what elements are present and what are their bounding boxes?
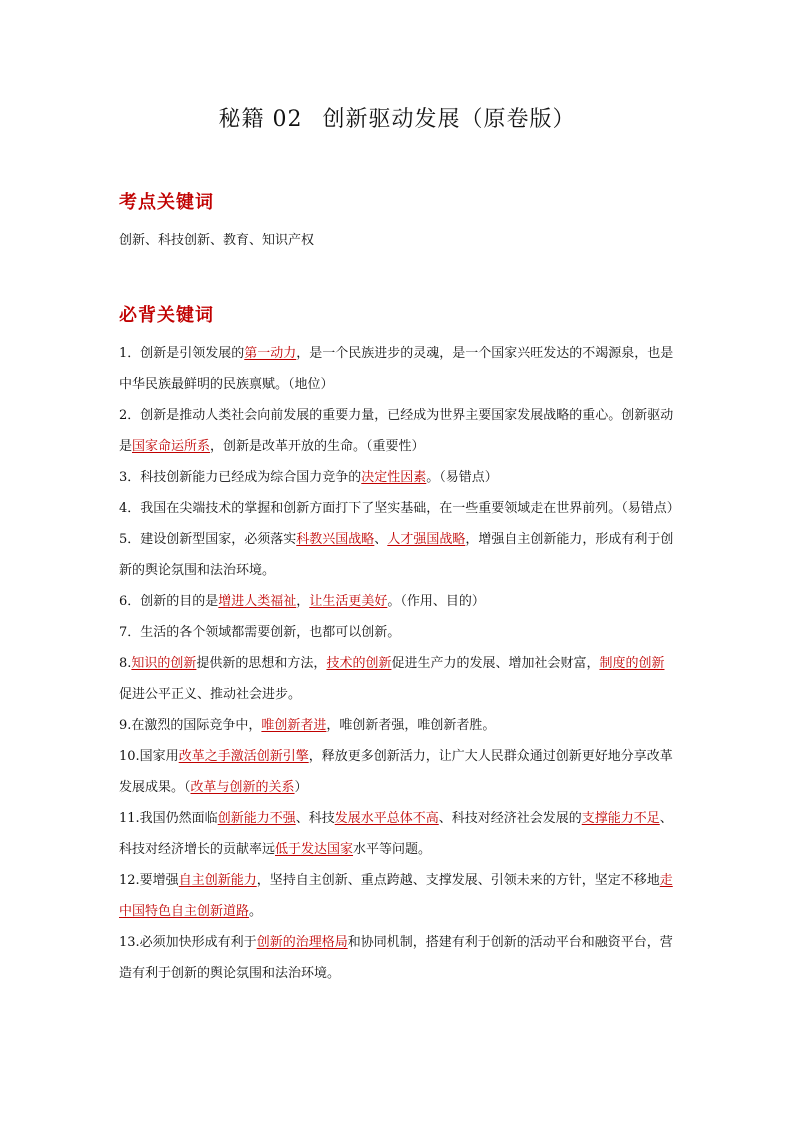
item-text: ，释放更多创新活力，让广大人民群众通过创新更好地分享改革发展成果。（ xyxy=(119,749,673,795)
list-item xyxy=(119,648,677,710)
keyword-list xyxy=(119,338,680,989)
item-text: 5．建设创新型国家，必须落实 xyxy=(119,532,297,547)
highlighted-keyword: 支撑能力不足 xyxy=(581,811,660,826)
item-text: 促进公平正义、推动社会进步。 xyxy=(119,687,302,702)
item-text: ，坚持自主创新、重点跨越、支撑发展、引领未来的方针，坚定不移地 xyxy=(256,873,660,888)
list-item xyxy=(119,493,680,524)
title-prefix: 秘籍 02 xyxy=(218,107,303,132)
page-title xyxy=(0,102,794,133)
highlighted-keyword: 决定性因素 xyxy=(361,470,427,485)
item-text: 7．生活的各个领域都需要创新，也都可以创新。 xyxy=(119,625,401,640)
item-text: ， xyxy=(296,594,310,609)
list-item xyxy=(119,400,677,462)
highlighted-keyword: 人才强国战略 xyxy=(387,532,466,547)
highlighted-keyword: 科教兴国战略 xyxy=(296,532,375,547)
list-item xyxy=(119,524,677,586)
highlighted-keyword: 第一动力 xyxy=(244,346,297,361)
exam-keywords-text: 创新、科技创新、教育、知识产权 xyxy=(119,233,315,248)
highlighted-keyword: 改革与创新的关系 xyxy=(190,780,295,795)
item-text: 、科技对经济增长的贡献率远 xyxy=(119,811,673,857)
list-item xyxy=(119,741,677,803)
item-text: ，增强自主创新能力，形成有利于创新的舆论氛围和法治环境。 xyxy=(119,532,674,578)
section-heading-exam-keywords: 考点关键词 xyxy=(119,192,214,213)
item-text: 提供新的思想和方法， xyxy=(196,656,327,671)
list-item xyxy=(119,803,677,865)
item-text: 1．创新是引领发展的 xyxy=(119,346,245,361)
item-text: 、 xyxy=(374,532,388,547)
item-text: 、科技对经济社会发展的 xyxy=(438,811,582,826)
highlighted-keyword: 制度的创新 xyxy=(599,656,665,671)
highlighted-keyword: 国家命运所系 xyxy=(132,439,211,454)
highlighted-keyword: 发展水平总体不高 xyxy=(334,811,439,826)
item-text: 11.我国仍然面临 xyxy=(119,811,218,826)
list-item xyxy=(119,338,677,400)
item-text: ，唯创新者强，唯创新者胜。 xyxy=(326,718,496,733)
item-text: 2．创新是推动人类社会向前发展的重要力量，已经成为世界主要国家发展战略的重心。创新驱动是 xyxy=(119,408,674,454)
item-text: 3．科技创新能力已经成为综合国力竞争的 xyxy=(119,470,362,485)
item-text: 9.在激烈的国际竞争中， xyxy=(119,718,262,733)
list-item xyxy=(119,710,677,741)
highlighted-keyword: 自主创新能力 xyxy=(178,873,257,888)
item-text: 。 xyxy=(249,904,263,919)
list-item xyxy=(119,462,677,493)
highlighted-keyword: 增进人类福祉 xyxy=(218,594,297,609)
highlighted-keyword: 低于发达国家 xyxy=(275,842,354,857)
list-item xyxy=(119,865,677,927)
item-text: 4．我国在尖端技术的掌握和创新方面打下了坚实基础，在一些重要领域走在世界前列。（易错点） xyxy=(119,501,680,516)
item-text: ，是一个民族进步的灵魂，是一个国家兴旺发达的不竭源泉，也是中华民族最鲜明的民族禀赋。（地位） xyxy=(119,346,674,392)
item-text: 水平等问题。 xyxy=(353,842,432,857)
highlighted-keyword: 创新的治理格局 xyxy=(256,935,348,950)
item-text: 。（作用、目的） xyxy=(387,594,485,609)
item-text: 13.必须加快形成有利于 xyxy=(119,935,257,950)
highlighted-keyword: 创新能力不强 xyxy=(217,811,296,826)
highlighted-keyword: 走中国特色自主创新道路 xyxy=(119,873,673,919)
highlighted-keyword: 知识的创新 xyxy=(131,656,197,671)
item-text: 12.要增强 xyxy=(119,873,179,888)
item-text: 、科技 xyxy=(295,811,335,826)
item-text: 。（易错点） xyxy=(426,470,498,485)
item-text: ，创新是改革开放的生命。（重要性） xyxy=(210,439,425,454)
list-item xyxy=(119,586,677,617)
item-text: 促进生产力的发展、增加社会财富， xyxy=(391,656,600,671)
section-heading-must-memorize: 必背关键词 xyxy=(119,305,214,326)
item-text: 6．创新的目的是 xyxy=(119,594,219,609)
highlighted-keyword: 让生活更美好 xyxy=(309,594,388,609)
list-item xyxy=(119,927,677,989)
item-text: ） xyxy=(294,780,308,795)
list-item xyxy=(119,617,677,648)
highlighted-keyword: 唯创新者进 xyxy=(261,718,327,733)
item-text: 和协同机制，搭建有利于创新的活动平台和融资平台，营造有利于创新的舆论氛围和法治环境。 xyxy=(119,935,673,981)
highlighted-keyword: 技术的创新 xyxy=(326,656,392,671)
item-text: 10.国家用 xyxy=(119,749,179,764)
title-main: 创新驱动发展（原卷版） xyxy=(322,107,576,132)
highlighted-keyword: 改革之手激活创新引擎 xyxy=(178,749,309,764)
item-text: 8. xyxy=(119,656,132,671)
